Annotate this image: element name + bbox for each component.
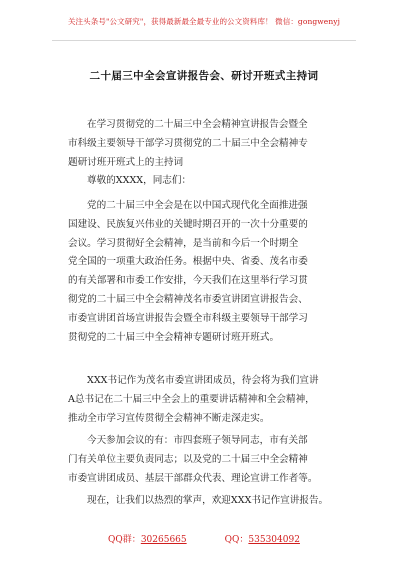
qq-group-label: QQ群： xyxy=(108,535,141,545)
paragraph-salutation xyxy=(68,172,348,191)
paragraph-line: XXX书记作为茂名市委宣讲团成员，待会将为我们宣讲 xyxy=(87,375,319,386)
paragraph-line: 推动全市学习宣传贯彻全会精神不断走深走实。 xyxy=(68,412,270,424)
paragraph-background xyxy=(68,197,348,347)
qq-group-number: 30265665 xyxy=(140,535,187,545)
footer-contact xyxy=(0,532,408,545)
qq-number: 535304092 xyxy=(248,535,300,545)
qq-label: QQ： xyxy=(224,535,249,545)
paragraph-line: 在学习贯彻党的二十届三中全会精神宣讲报告会暨全 xyxy=(87,119,308,130)
paragraph-line: 彻党的二十届三中全会精神茂名市委宣讲团宣讲报告会、 xyxy=(68,293,308,305)
paragraph-line: 党全国的一项重大政治任务。根据中央、省委、茂名市委 xyxy=(68,256,308,268)
paragraph-preface xyxy=(68,116,348,172)
paragraph-line: 题研讨班开班式上的主持词 xyxy=(68,156,184,168)
paragraph-line: 市委宣讲团成员、基层干部群众代表、理论宣讲工作者等。 xyxy=(68,472,318,484)
paragraph-speaker-intro xyxy=(68,372,348,428)
paragraph-line: 门有关单位主要负责同志；以及党的二十届三中全会精神 xyxy=(68,453,308,465)
paragraph-line: 会议。学习贯彻好全会精神，是当前和今后一个时期全 xyxy=(68,237,299,249)
paragraph-line: 党的二十届三中全会是在以中国式现代化全面推进强 xyxy=(87,200,308,211)
header-divider xyxy=(52,40,356,41)
paragraph-line: 尊敬的XXXX，同志们： xyxy=(87,175,192,186)
paragraph-welcome xyxy=(68,492,348,511)
paragraph-line: 市科级主要领导干部学习贯彻党的二十届三中全会精神专 xyxy=(68,137,308,149)
paragraph-line: 的有关部署和市委工作安排，今天我们在这里举行学习贯 xyxy=(68,275,308,287)
header-watermark-note: 关注头条号"公文研究"，获得最新最全最专业的公文资料库！ 微信：gongwenyj xyxy=(67,17,341,26)
paragraph-line: 国建设、民族复兴伟业的关键时期召开的一次十分重要的 xyxy=(68,218,308,230)
paragraph-line: 今天参加会议的有：市四套班子领导同志，市有关部 xyxy=(87,435,308,446)
paragraph-line: A总书记在二十届三中全会上的重要讲话精神和全会精神， xyxy=(68,393,315,405)
paragraph-line: 市委宣讲团首场宣讲报告会暨全市科级主要领导干部学习 xyxy=(68,312,308,324)
document-title: 二十届三中全会宣讲报告会、研讨开班式主持词 xyxy=(89,70,319,82)
paragraph-line: 贯彻党的二十届三中全会精神专题研讨班开班式。 xyxy=(68,331,280,343)
paragraph-attendees xyxy=(68,432,348,488)
paragraph-line: 现在，让我们以热烈的掌声，欢迎XXX书记作宣讲报告。 xyxy=(87,495,329,506)
